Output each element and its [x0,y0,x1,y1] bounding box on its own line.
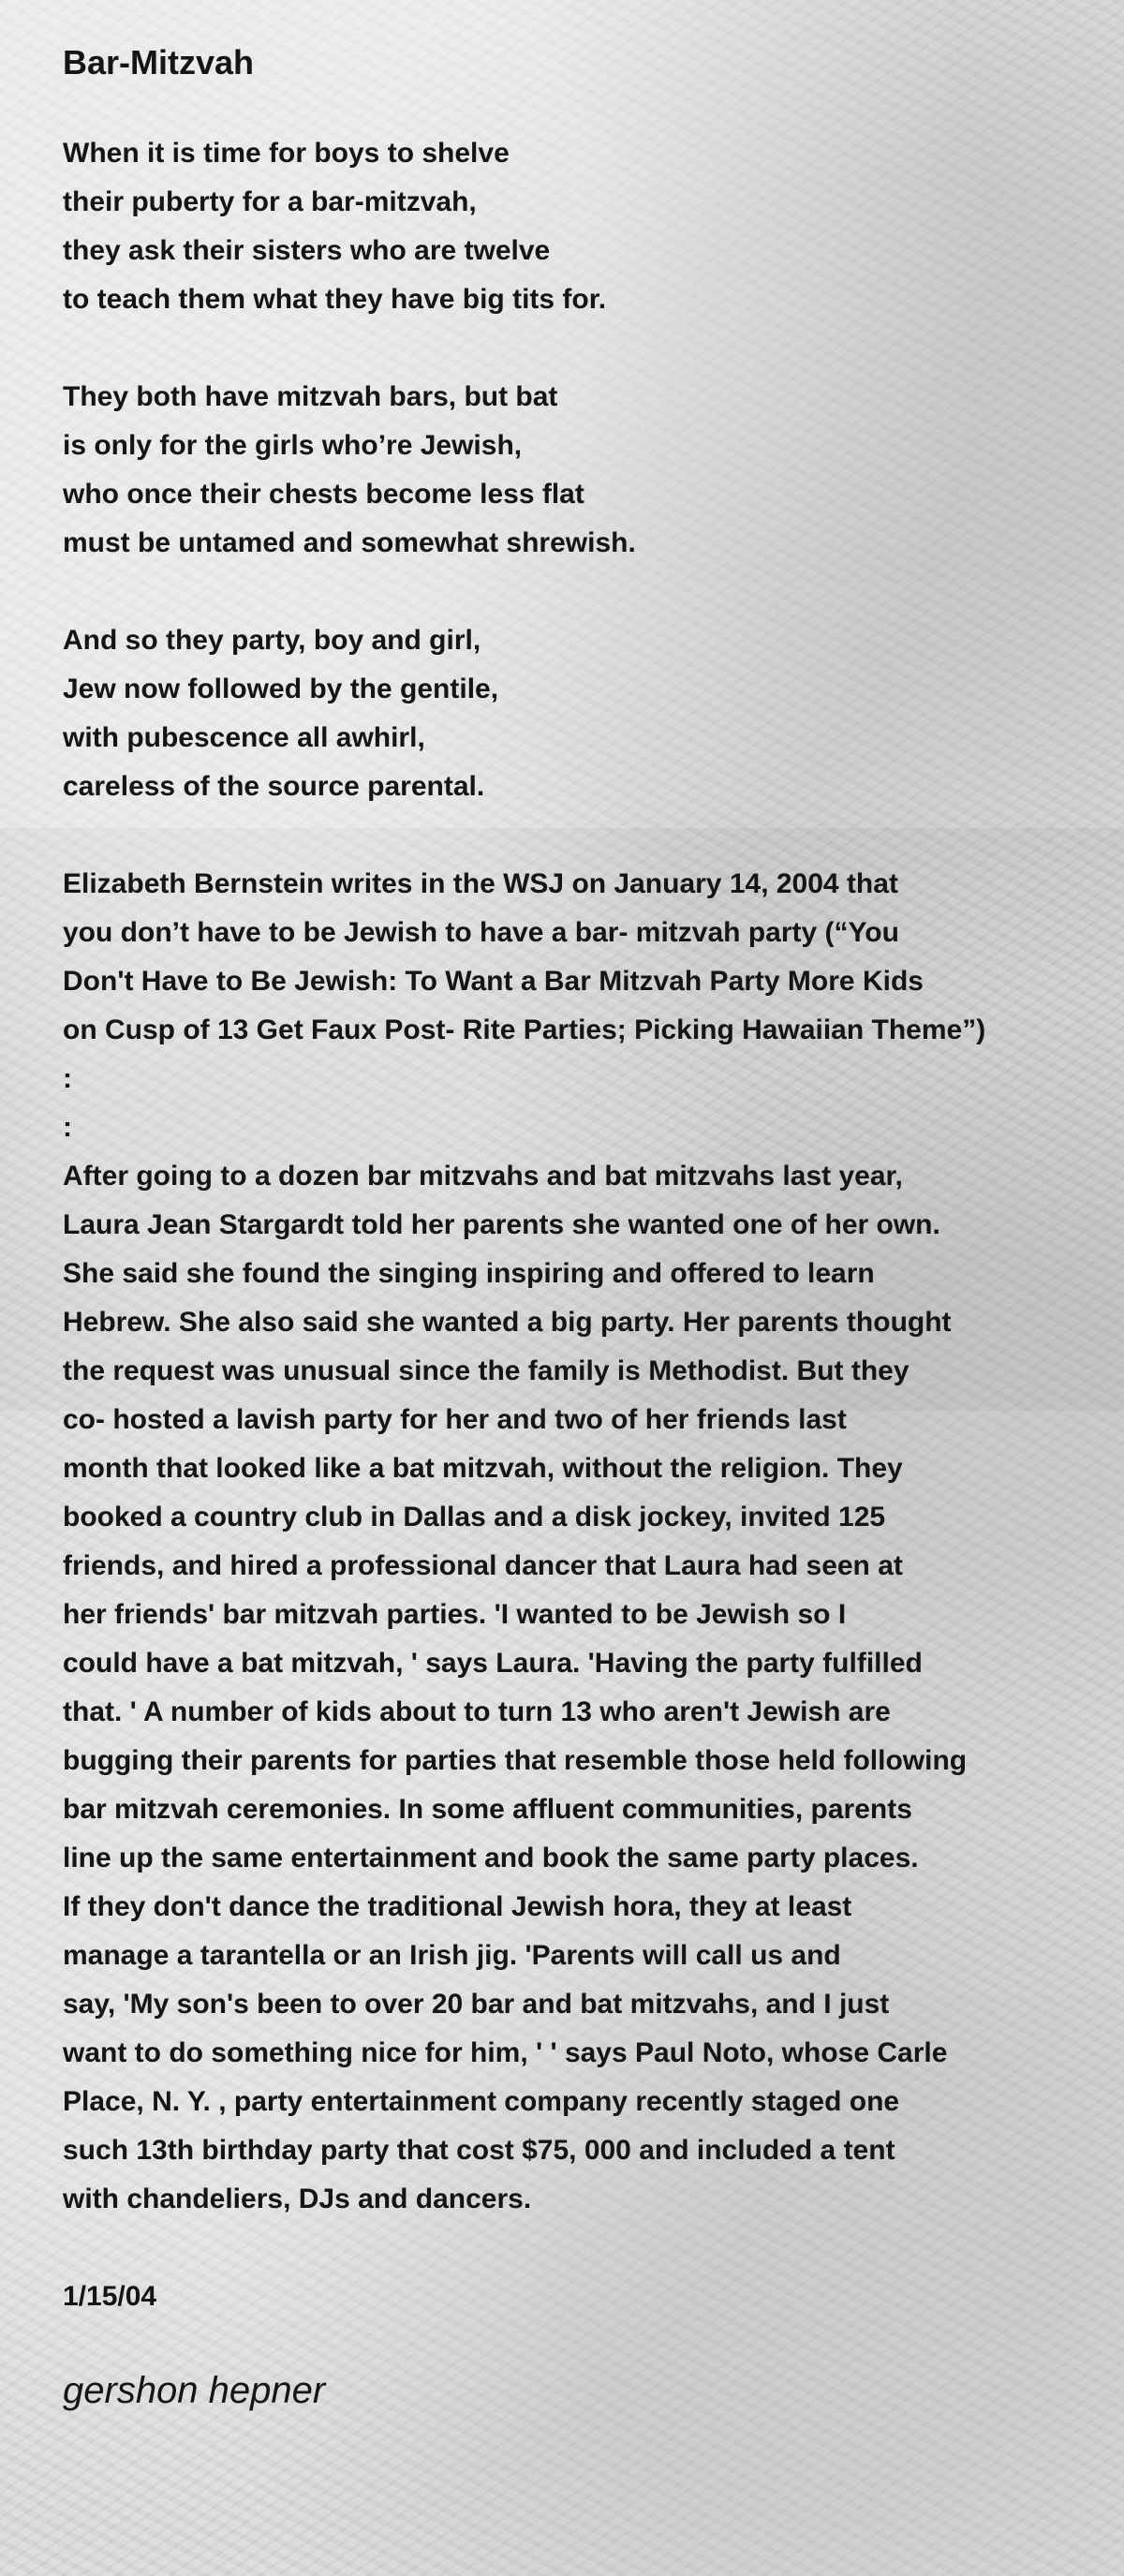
note-line-27: want to do something nice for him, ' ' says Paul Noto, whose Carle [63,2037,948,2068]
note-line-21: bar mitzvah ceremonies. In some affluent communities, parents [63,1794,912,1825]
stanza-1-line-4: to teach them what they have big tits for. [63,284,607,315]
note-line-13: co- hosted a lavish party for her and two of her friends last [63,1404,847,1435]
note-line-7: After going to a dozen bar mitzvahs and bat mitzvahs last year, [63,1161,903,1192]
stanza-1 [63,129,1074,324]
note-line-18: could have a bat mitzvah, ' says Laura. 'Having the party fulfilled [63,1648,923,1679]
stanza-2-line-3: who once their chests become less flat [63,479,584,510]
stanza-3 [63,616,1074,811]
note-line-11: the request was unusual since the family is Methodist. But they [63,1355,910,1386]
note-line-25: manage a tarantella or an Irish jig. 'Parents will call us and [63,1940,841,1971]
note-line-19: that. ' A number of kids about to turn 13 who aren't Jewish are [63,1696,891,1727]
note-line-1: Elizabeth Bernstein writes in the WSJ on January 14, 2004 that [63,868,898,899]
note-line-8: Laura Jean Stargardt told her parents she wanted one of her own. [63,1209,940,1240]
note-line-28: Place, N. Y. , party entertainment company recently staged one [63,2086,900,2117]
stanza-2-line-4: must be untamed and somewhat shrewish. [63,527,636,558]
note-line-22: line up the same entertainment and book the same party places. [63,1843,919,1873]
stanza-3-line-2: Jew now followed by the gentile, [63,674,499,704]
stanza-3-line-3: with pubescence all awhirl, [63,722,425,753]
stanza-3-line-4: careless of the source parental. [63,771,485,802]
poem-date: 1/15/04 [63,2281,157,2312]
note-line-26: say, 'My son's been to over 20 bar and bat mitzvahs, and I just [63,1989,890,2020]
note-line-2: you don’t have to be Jewish to have a bar- mitzvah party (“You [63,917,899,948]
note-line-16: friends, and hired a professional dancer that Laura had seen at [63,1550,903,1581]
note-line-17: her friends' bar mitzvah parties. 'I wanted to be Jewish so I [63,1599,847,1630]
stanza-2 [63,373,1074,568]
note-line-29: such 13th birthday party that cost $75, 000 and included a tent [63,2135,895,2166]
note-line-14: month that looked like a bat mitzvah, without the religion. They [63,1453,903,1484]
author-name: gershon hepner [63,2370,326,2411]
stanza-3-line-1: And so they party, boy and girl, [63,625,481,656]
poem-title: Bar-Mitzvah [63,43,255,81]
note-line-6: : [63,1112,72,1143]
note-line-23: If they don't dance the traditional Jewish hora, they at least [63,1891,852,1922]
note-line-5: : [63,1063,72,1094]
stanza-2-line-1: They both have mitzvah bars, but bat [63,381,558,412]
stanza-2-line-2: is only for the girls who’re Jewish, [63,430,523,461]
note-line-20: bugging their parents for parties that resemble those held following [63,1745,968,1776]
note-line-9: She said she found the singing inspiring and offered to learn [63,1258,875,1289]
note-line-3: Don't Have to Be Jewish: To Want a Bar Mitzvah Party More Kids [63,966,924,997]
note-line-30: with chandeliers, DJs and dancers. [63,2184,532,2214]
poem-content [63,43,1074,2413]
stanza-1-line-3: they ask their sisters who are twelve [63,235,551,266]
stanza-1-line-1: When it is time for boys to shelve [63,138,510,169]
prose-note-stanza [63,860,1074,2224]
note-line-10: Hebrew. She also said she wanted a big party. Her parents thought [63,1307,952,1338]
note-line-4: on Cusp of 13 Get Faux Post- Rite Parties; Picking Hawaiian Theme”) [63,1014,986,1045]
note-line-15: booked a country club in Dallas and a disk jockey, invited 125 [63,1502,886,1532]
stanza-1-line-2: their puberty for a bar-mitzvah, [63,186,477,217]
